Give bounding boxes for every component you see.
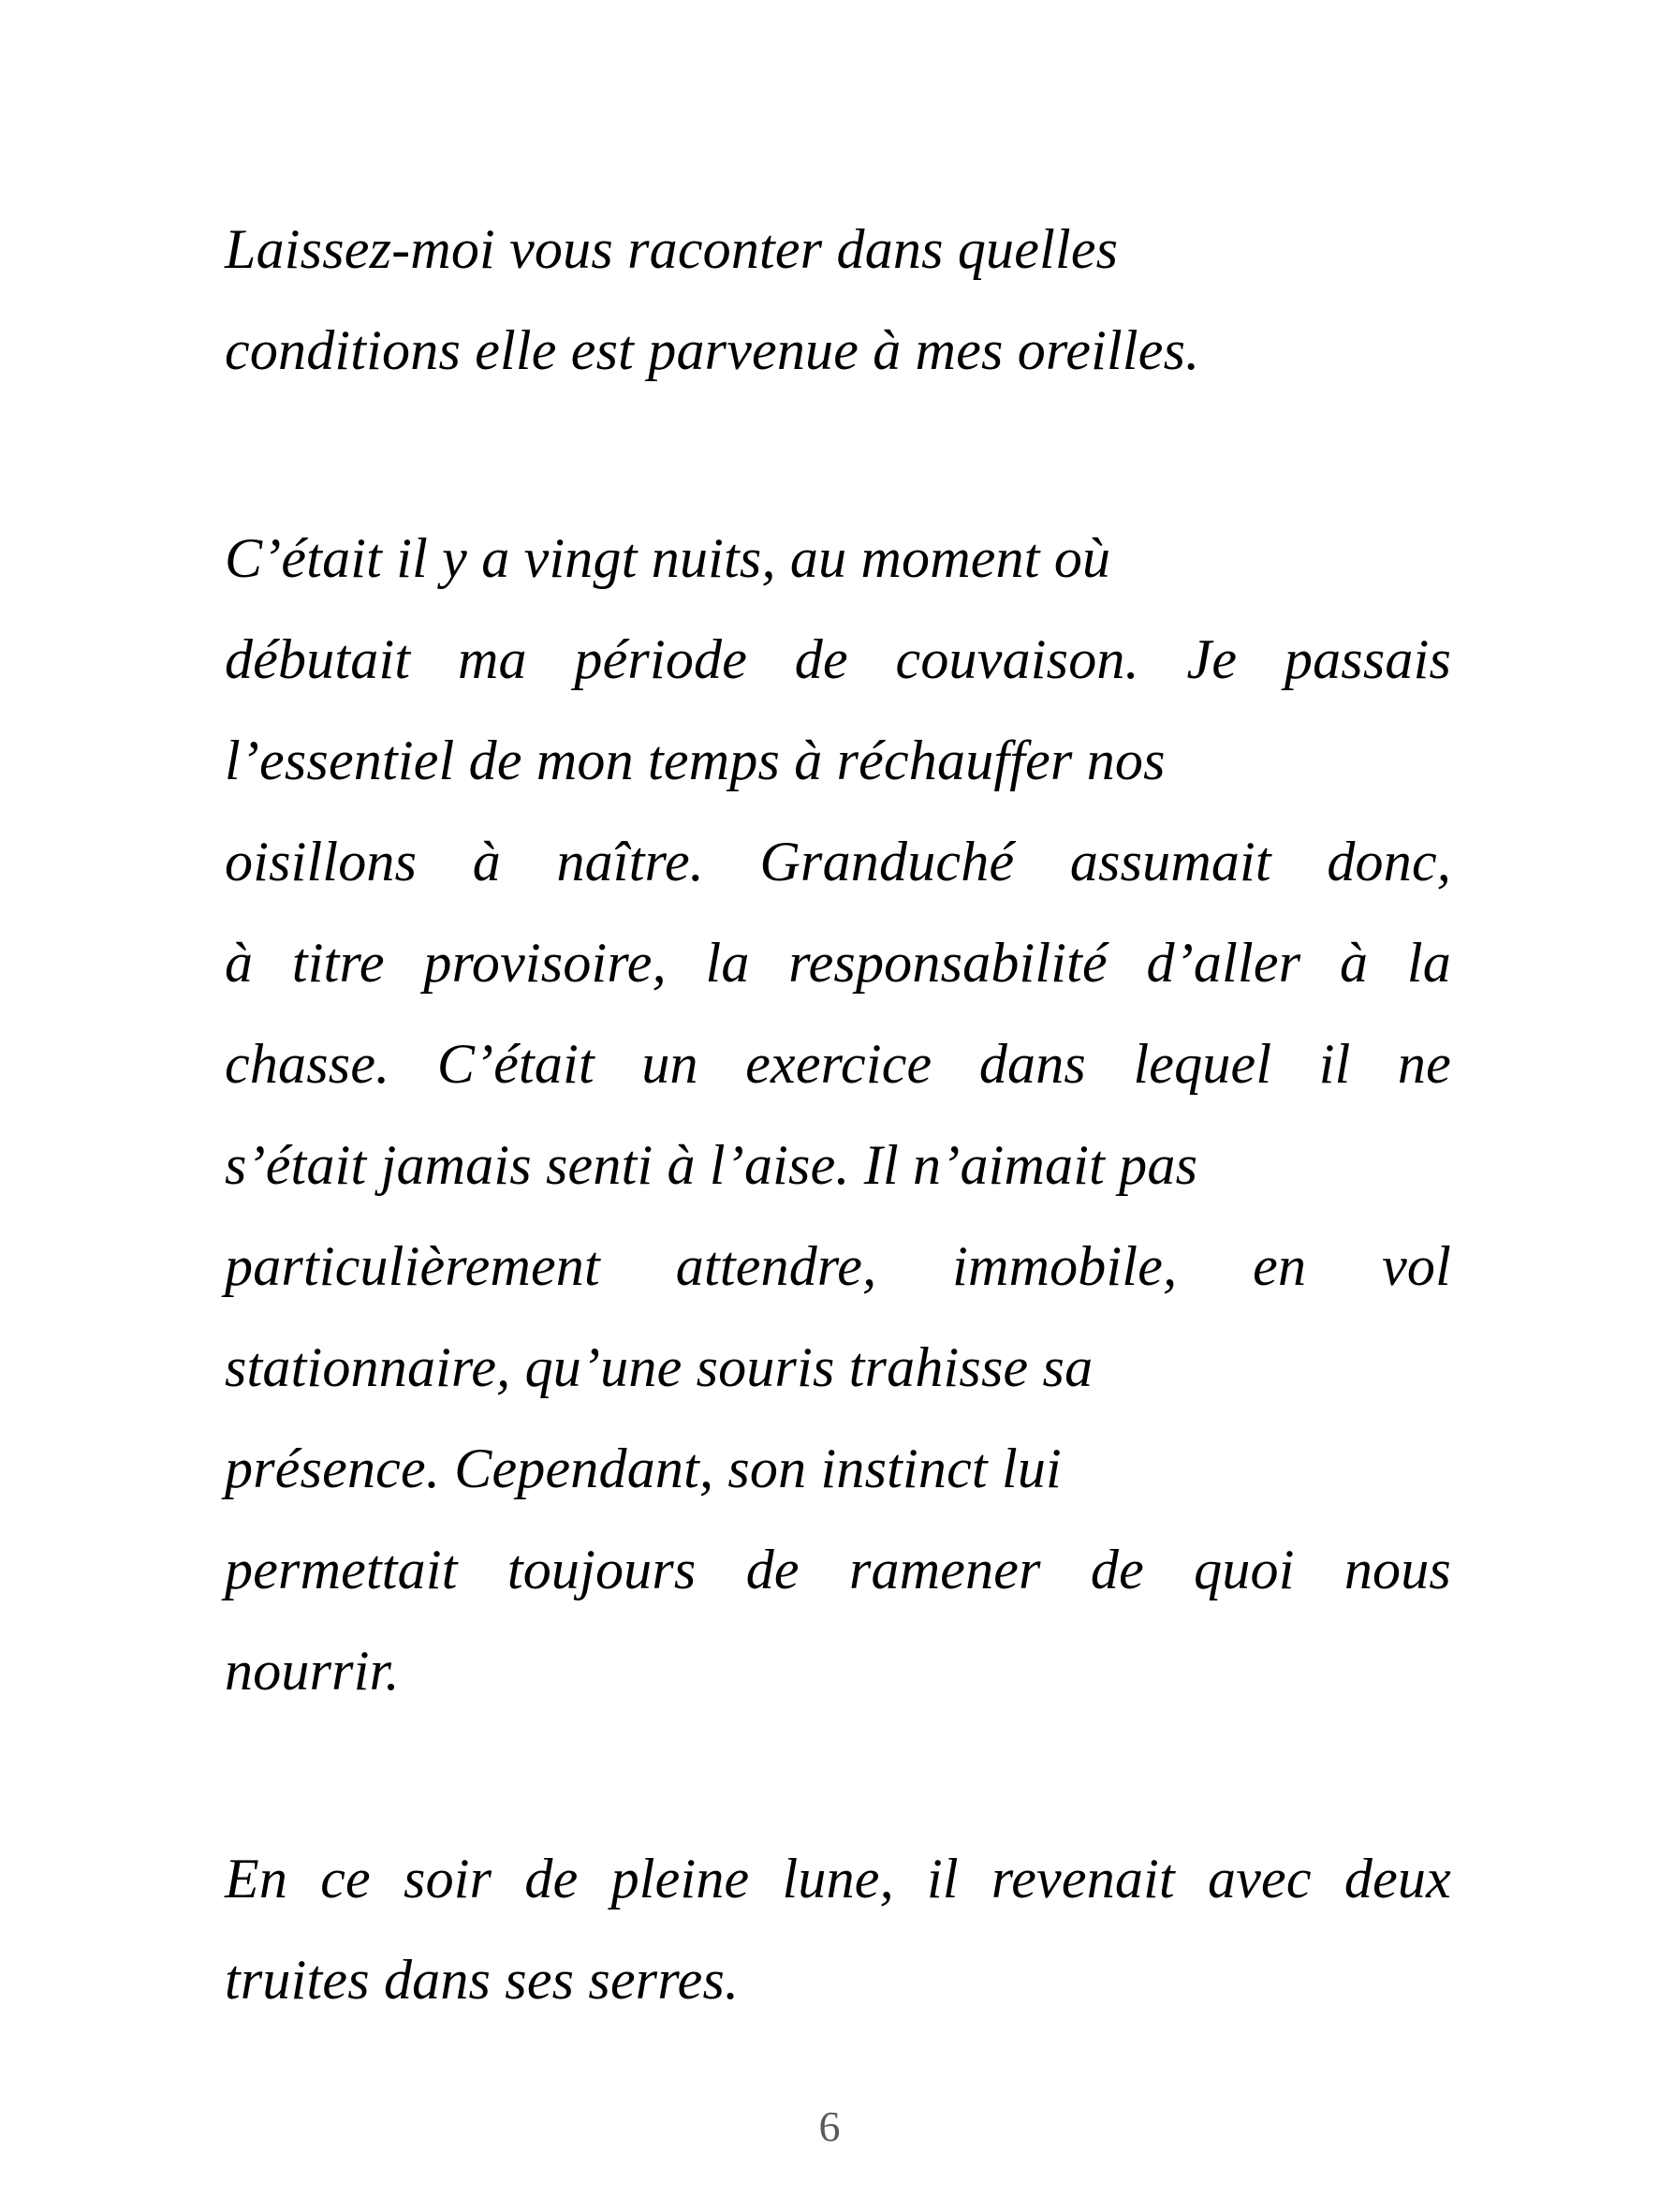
text-line <box>225 912 1451 1013</box>
text-line: conditions elle est parvenue à mes oreilles. <box>225 319 1200 381</box>
text-line <box>225 1216 1451 1317</box>
text-line: C’était il y a vingt nuits, au moment où <box>225 527 1111 589</box>
word: période <box>574 628 748 690</box>
text-line: stationnaire, qu’une souris trahisse sa <box>225 1336 1094 1398</box>
word: il <box>927 1848 959 1910</box>
word: particulièrement <box>225 1235 600 1297</box>
word: de <box>1090 1539 1144 1600</box>
word: oisillons <box>225 831 418 892</box>
word: lequel <box>1133 1033 1272 1095</box>
word: la <box>705 932 750 994</box>
word: titre <box>291 932 385 994</box>
word: débutait <box>225 628 411 690</box>
word: nous <box>1343 1539 1451 1600</box>
word: d’aller <box>1146 932 1301 994</box>
word: revenait <box>991 1848 1175 1910</box>
word: Je <box>1186 628 1238 690</box>
word: naître. <box>556 831 704 892</box>
text-line <box>225 1828 1451 1929</box>
paragraph <box>225 1828 1451 2030</box>
word: à <box>225 932 254 994</box>
text-line: l’essentiel de mon temps à réchauffer nos <box>225 730 1166 791</box>
word: permettait <box>225 1539 458 1600</box>
word: pleine <box>610 1848 750 1910</box>
text-line: Laissez-moi vous raconter dans quelles <box>225 218 1119 280</box>
text-line <box>225 1013 1451 1114</box>
word: lune, <box>782 1848 894 1910</box>
word: couvaison. <box>895 628 1139 690</box>
word: quoi <box>1194 1539 1295 1600</box>
word: Granduché <box>759 831 1015 892</box>
text-line <box>225 811 1451 912</box>
word: chasse. <box>225 1033 390 1095</box>
paragraph <box>225 508 1451 1721</box>
word: deux <box>1343 1848 1451 1910</box>
word: ne <box>1397 1033 1451 1095</box>
text-line <box>225 609 1451 710</box>
word: donc, <box>1327 831 1451 892</box>
text-line: truites dans ses serres. <box>225 1949 740 2011</box>
word: il <box>1318 1033 1351 1095</box>
word: la <box>1406 932 1451 994</box>
word: C’était <box>436 1033 595 1095</box>
page-number: 6 <box>818 2102 841 2150</box>
word: ramener <box>848 1539 1041 1600</box>
word: responsabilité <box>788 932 1108 994</box>
page-text <box>225 199 1451 2030</box>
word: de <box>794 628 848 690</box>
word: attendre, <box>675 1235 877 1297</box>
word: en <box>1253 1235 1307 1297</box>
word: immobile, <box>952 1235 1178 1297</box>
text-line: nourrir. <box>225 1640 400 1702</box>
word: soir <box>404 1848 492 1910</box>
word: ma <box>457 628 527 690</box>
word: ce <box>320 1848 371 1910</box>
word: de <box>524 1848 579 1910</box>
paragraph <box>225 199 1451 401</box>
word: de <box>745 1539 800 1600</box>
word: un <box>641 1033 698 1095</box>
word: exercice <box>745 1033 932 1095</box>
text-line: s’était jamais senti à l’aise. Il n’aimait pas <box>225 1134 1198 1196</box>
word: dans <box>978 1033 1086 1095</box>
word: provisoire, <box>423 932 667 994</box>
word: passais <box>1284 628 1451 690</box>
text-line <box>225 1519 1451 1620</box>
text-line: présence. Cependant, son instinct lui <box>225 1438 1062 1499</box>
word: En <box>225 1848 288 1910</box>
word: à <box>1339 932 1369 994</box>
word: assumait <box>1069 831 1271 892</box>
word: à <box>472 831 501 892</box>
word: vol <box>1382 1235 1451 1297</box>
word: toujours <box>507 1539 697 1600</box>
word: avec <box>1208 1848 1312 1910</box>
